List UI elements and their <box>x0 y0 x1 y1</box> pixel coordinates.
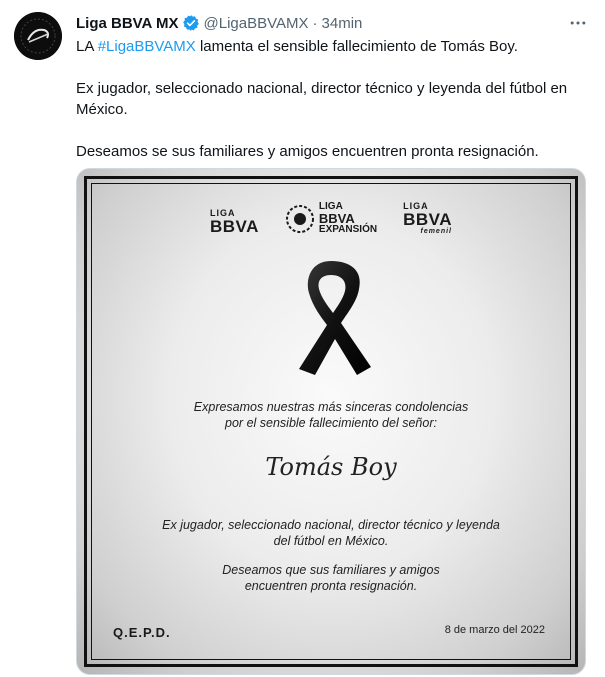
qepd-label: Q.E.P.D. <box>113 625 171 640</box>
separator-dot: · <box>312 14 318 32</box>
logo-center-big: BBVA <box>318 211 355 226</box>
wishes-line-2: encuentren pronta resignación. <box>244 579 418 593</box>
author-name[interactable]: Liga BBVA MX <box>76 14 179 32</box>
author-handle[interactable]: @LigaBBVAMX <box>203 14 309 32</box>
condolences-message <box>77 399 585 431</box>
liga-femenil-logo <box>403 202 452 235</box>
logo-center-sub: EXPANSIÓN <box>318 224 378 235</box>
wishes-line-1: Deseamos que sus familiares y amigos <box>222 563 440 577</box>
logo-right-big: BBVA <box>403 210 452 229</box>
career-line-2: del fútbol en México. <box>273 534 389 548</box>
liga-bbva-logo <box>210 209 259 235</box>
tweet-text <box>76 36 587 183</box>
logo-right-small: LIGA <box>403 201 429 211</box>
career-line-1: Ex jugador, seleccionado nacional, director técnico y leyenda <box>162 518 500 532</box>
avatar-logo-icon <box>14 12 62 60</box>
text-suffix: lamenta el sensible fallecimiento de Tomás Boy. <box>195 38 518 55</box>
card-date: 8 de marzo del 2022 <box>444 624 545 636</box>
mourning-ribbon-icon <box>287 257 375 379</box>
more-horizontal-icon <box>568 13 588 33</box>
verified-badge-icon <box>182 14 200 32</box>
logo-center-small: LIGA <box>318 201 343 212</box>
logo-right-sub: femenil <box>420 228 452 235</box>
text-prefix: LA <box>76 38 98 55</box>
tweet-paragraph-1 <box>76 36 587 57</box>
wishes-message <box>77 562 585 594</box>
liga-expansion-logo <box>285 202 377 235</box>
logo-left-big: BBVA <box>209 217 259 236</box>
logo-left-small: LIGA <box>209 208 236 218</box>
expansion-emblem-icon <box>285 204 315 234</box>
tweet-paragraph-2: Ex jugador, seleccionado nacional, director técnico y leyenda del fútbol en México. <box>76 80 568 118</box>
deceased-name: Tomás Boy <box>265 453 397 481</box>
more-options-button[interactable] <box>567 12 589 34</box>
tweet-paragraph-3: Deseamos se sus familiares y amigos encuentren pronta resignación. <box>76 143 539 160</box>
avatar[interactable] <box>14 12 62 60</box>
tweet-header <box>76 12 565 34</box>
condolence-card <box>77 169 585 674</box>
league-logos <box>77 199 585 235</box>
timestamp[interactable]: 34min <box>321 14 363 32</box>
condolences-line-1: Expresamos nuestras más sinceras condolencias <box>193 400 469 414</box>
career-message <box>77 517 585 549</box>
hashtag-link[interactable]: #LigaBBVAMX <box>97 38 196 55</box>
tweet-image[interactable] <box>76 168 586 675</box>
condolences-line-2: por el sensible fallecimiento del señor: <box>225 416 437 430</box>
